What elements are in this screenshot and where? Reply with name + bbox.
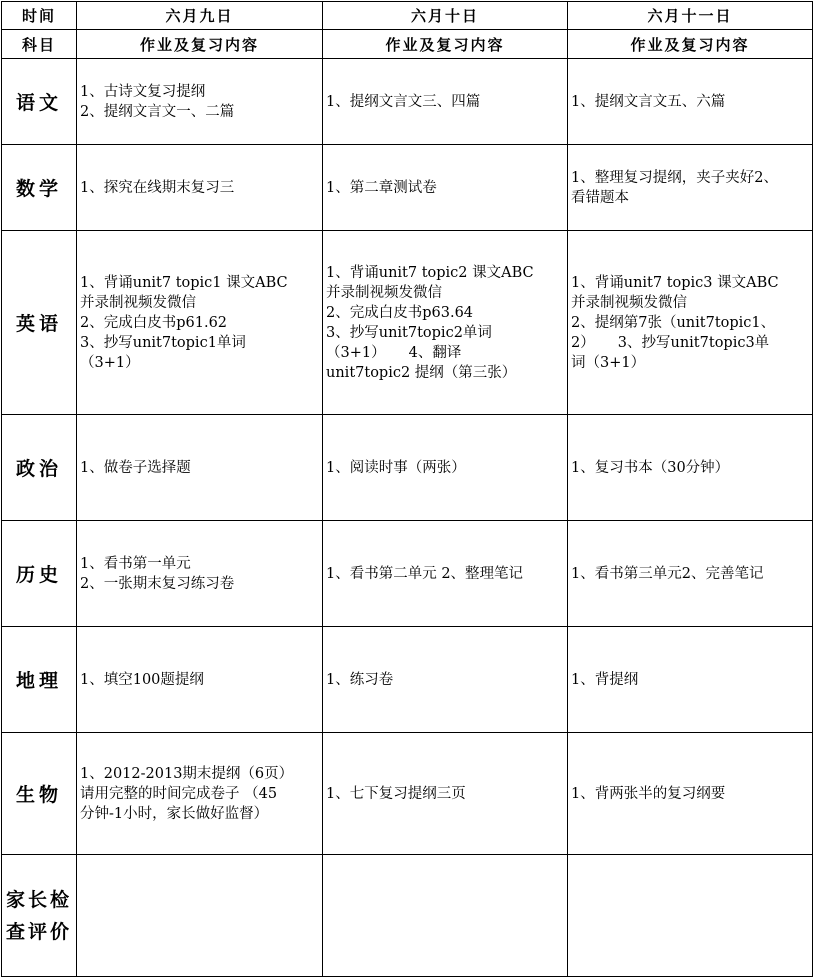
task-line: unit7topic2 提纲（第三张） [326,364,517,381]
task-line: 1、背提纲 [571,671,639,688]
task-line: 2、完成白皮书p61.62 [80,314,228,331]
task-line: 请用完整的时间完成卷子 （45 [80,785,278,802]
subject-row [2,627,813,733]
task-cell [568,59,813,145]
task-line: 1、提纲文言文三、四篇 [326,93,481,110]
parent-check-row [2,855,813,977]
task-cell [77,415,323,521]
subject-name: 数学 [2,145,77,231]
parent-evaluation-cell[interactable] [323,855,568,977]
subject-name: 语文 [2,59,77,145]
subject-name: 生物 [2,733,77,855]
task-line: 1、2012-2013期末提纲（6页） [80,765,294,782]
task-line: 2、提纲文言文一、二篇 [80,103,235,120]
task-line: 1、背两张半的复习纲要 [571,785,726,802]
task-cell [568,231,813,415]
subject-row [2,231,813,415]
content-header-row [2,30,813,59]
task-line: 1、看书第一单元 [80,555,191,572]
task-cell [568,521,813,627]
task-cell [323,231,568,415]
parent-evaluation-cell[interactable] [568,855,813,977]
day-header-1: 六月九日 [77,2,323,30]
task-line: 1、复习书本（30分钟） [571,459,730,476]
task-line: 并录制视频发微信 [326,284,442,301]
task-cell [568,415,813,521]
subject-row [2,145,813,231]
content-header-3: 作业及复习内容 [568,30,813,59]
task-line: 2、完成白皮书p63.64 [326,304,474,321]
subject-label: 科目 [2,30,77,59]
task-line: 1、探究在线期末复习三 [80,179,235,196]
task-cell [568,145,813,231]
task-line: 1、做卷子选择题 [80,459,191,476]
task-line: 1、看书第三单元2、完善笔记 [571,565,764,582]
subject-name: 政治 [2,415,77,521]
task-line: 3、抄写unit7topic2单词 [326,324,492,341]
subject-row [2,59,813,145]
task-cell [323,415,568,521]
task-line: 2、提纲第7张（unit7topic1、 [571,314,776,331]
task-cell [77,521,323,627]
task-line: 1、七下复习提纲三页 [326,785,466,802]
task-line: 3、抄写unit7topic1单词 [80,334,246,351]
day-header-2: 六月十日 [323,2,568,30]
task-cell [77,59,323,145]
task-line: 1、提纲文言文五、六篇 [571,93,726,110]
task-line: 词（3+1） [571,354,646,371]
task-line: 并录制视频发微信 [571,294,687,311]
parent-check-label [2,855,77,977]
task-line: 分钟-1小时，家长做好监督） [80,805,269,822]
time-label: 时间 [2,2,77,30]
subject-name: 英语 [2,231,77,415]
task-line: （3+1） [80,354,140,371]
task-cell [323,521,568,627]
task-cell [77,231,323,415]
subject-row [2,733,813,855]
task-cell [77,733,323,855]
task-cell [323,733,568,855]
task-line: 1、背诵unit7 topic2 课文ABC [326,264,534,281]
task-cell [77,145,323,231]
task-cell [323,627,568,733]
task-line: 1、阅读时事（两张） [326,459,466,476]
task-line: 2、一张期末复习练习卷 [80,575,235,592]
content-header-1: 作业及复习内容 [77,30,323,59]
task-line: 1、填空100题提纲 [80,671,204,688]
task-cell [77,627,323,733]
task-line: 2） 3、抄写unit7topic3单 [571,334,770,351]
task-cell [568,627,813,733]
parent-check-label-line: 家长检 [5,888,72,911]
task-cell [568,733,813,855]
subject-name: 地理 [2,627,77,733]
task-line: 看错题本 [571,189,629,206]
homework-schedule-table [1,1,813,977]
subject-row [2,415,813,521]
day-header-3: 六月十一日 [568,2,813,30]
content-header-2: 作业及复习内容 [323,30,568,59]
task-line: 1、整理复习提纲，夹子夹好2、 [571,169,778,186]
task-line: （3+1） 4、翻译 [326,344,462,361]
task-line: 1、看书第二单元 2、整理笔记 [326,565,524,582]
task-line: 1、背诵unit7 topic1 课文ABC [80,274,288,291]
task-line: 1、古诗文复习提纲 [80,83,206,100]
task-line: 1、背诵unit7 topic3 课文ABC [571,274,779,291]
parent-evaluation-cell[interactable] [77,855,323,977]
subject-row [2,521,813,627]
task-line: 1、第二章测试卷 [326,179,437,196]
subject-name: 历史 [2,521,77,627]
date-header-row [2,2,813,30]
task-cell [323,145,568,231]
task-line: 1、练习卷 [326,671,394,688]
task-line: 并录制视频发微信 [80,294,196,311]
parent-check-label-line: 查评价 [5,920,72,943]
task-cell [323,59,568,145]
